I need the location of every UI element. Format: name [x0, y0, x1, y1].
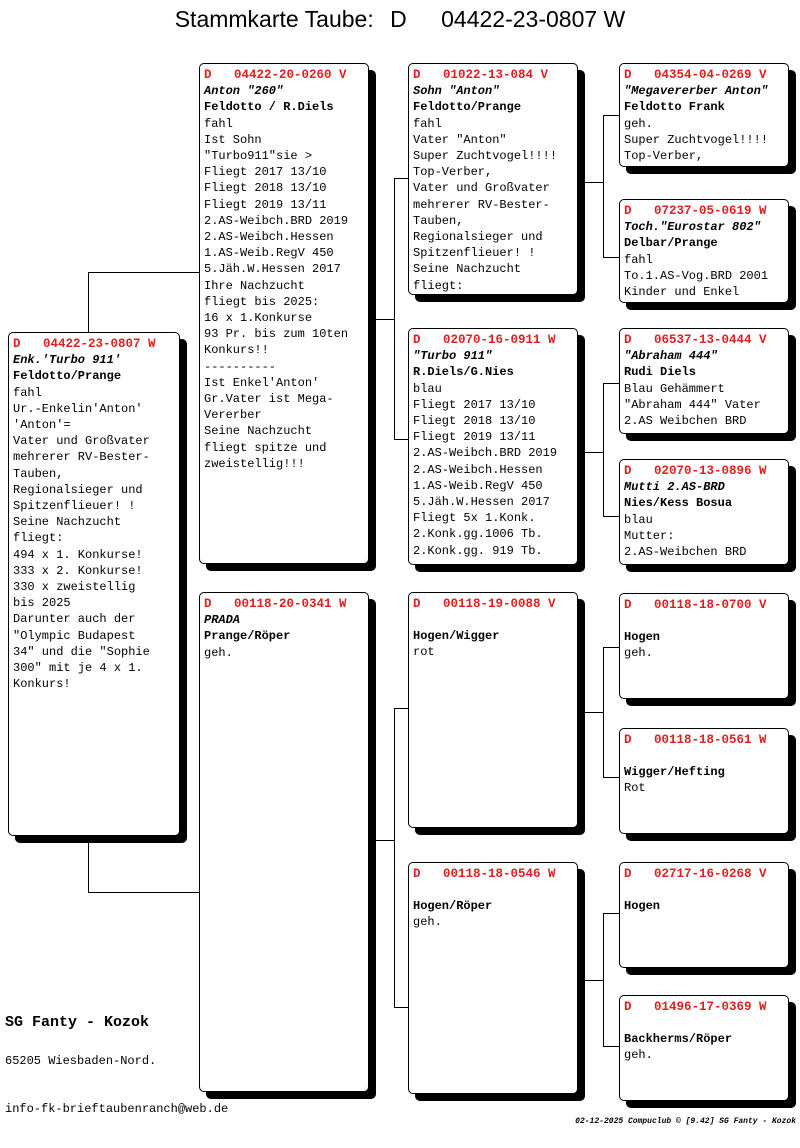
ring-number: D 04422-23-0807 W [13, 337, 156, 351]
ring-number: D 06537-13-0444 V [624, 333, 767, 347]
info-line: mehrerer RV-Bester- [13, 450, 150, 465]
owner: Hogen [624, 899, 661, 914]
connector-line [375, 840, 395, 841]
info-line: mehrerer RV-Bester- [413, 197, 550, 212]
info-line: geh. [204, 645, 233, 660]
info-line: 1.AS-Weib.RegV 450 [413, 478, 543, 493]
info-line: fliegt: [13, 531, 64, 546]
info-line: fahl [624, 252, 653, 267]
info-line: geh. [624, 116, 653, 131]
club-email[interactable]: info-fk-brieftaubenranch@web.de [5, 1102, 229, 1116]
ring-number: D 00118-20-0341 W [204, 597, 347, 611]
info-line: Fliegt 2017 13/10 [413, 397, 536, 412]
owner: Hogen/Wigger [413, 629, 500, 644]
info-line: 1.AS-Weib.RegV 450 [204, 246, 334, 261]
info-line: Super Zuchtvogel!!!! [413, 149, 558, 164]
owner: Hogen/Röper [413, 899, 493, 914]
info-line: Darunter auch der [13, 612, 136, 627]
pigeon-card-mmf [619, 862, 789, 968]
info-line: ---------- [204, 359, 277, 374]
connector-line [603, 913, 619, 914]
info-line: fliegt: [413, 278, 464, 293]
info-line: 2.AS-Weibch.BRD 2019 [204, 213, 349, 228]
info-line: Regionalsieger und [413, 230, 543, 245]
page-title [0, 6, 800, 33]
info-line: fahl [413, 116, 442, 131]
print-meta: 02-12-2025 Compuclub © [9.42] SG Fanty - Kozok [575, 1117, 796, 1126]
info-line: Vater und Großvater [13, 434, 150, 449]
connector-line [394, 1007, 408, 1008]
info-line: Spitzenflieuer! ! [13, 499, 136, 514]
info-line: Fliegt 2019 13/11 [413, 430, 536, 445]
info-line: 2.AS-Weibchen BRD [624, 545, 747, 560]
info-line: fahl [204, 116, 233, 131]
connector-line [88, 892, 200, 893]
owner: Backherms/Röper [624, 1032, 733, 1047]
connector-line [603, 647, 619, 648]
info-line: blau [413, 381, 442, 396]
ring-number: D 02717-16-0268 V [624, 867, 767, 881]
info-line: 300" mit je 4 x 1. [13, 661, 143, 676]
info-line: 34" und die "Sophie [13, 644, 150, 659]
info-line: bis 2025 [13, 596, 71, 611]
info-line: "Turbo911"sie > [204, 149, 313, 164]
info-line: Ist Sohn [204, 132, 262, 147]
owner: Feldotto/Prange [413, 100, 522, 115]
info-line: Konkurs! [13, 677, 71, 692]
pigeon-name: "Megavererber Anton" [624, 84, 769, 99]
ring-number: D 04354-04-0269 V [624, 68, 767, 82]
info-line: Ist Enkel'Anton' [204, 375, 320, 390]
connector-line [603, 257, 619, 258]
info-line: 494 x 1. Konkurse! [13, 547, 143, 562]
ring-number: D 02070-16-0911 W [413, 333, 556, 347]
pigeon-card-fff [619, 63, 789, 167]
info-line: Mutter: [624, 528, 675, 543]
info-line: 2.AS-Weibch.BRD 2019 [413, 446, 558, 461]
info-line: 5.Jäh.W.Hessen 2017 [204, 262, 341, 277]
pigeon-card-mm [408, 862, 578, 1094]
ring-number: D 00118-19-0088 V [413, 597, 556, 611]
connector-line [584, 182, 604, 183]
info-line: geh. [624, 1048, 653, 1063]
info-line: fliegt bis 2025: [204, 294, 320, 309]
info-line: Rot [624, 781, 646, 796]
owner: Feldotto / R.Diels [204, 100, 334, 115]
info-line: Fliegt 2017 13/10 [204, 165, 327, 180]
info-line: Blau Gehämmert [624, 381, 725, 396]
connector-line [584, 452, 604, 453]
info-line: zweistellig!!! [204, 456, 305, 471]
ring-number: D 00118-18-0700 V [624, 598, 767, 612]
owner: Wigger/Hefting [624, 765, 725, 780]
info-line: geh. [413, 915, 442, 930]
pigeon-card-father [199, 63, 369, 564]
connector-line [394, 708, 408, 709]
connector-line [394, 708, 395, 1008]
pigeon-name: Toch."Eurostar 802" [624, 220, 761, 235]
pigeon-name: PRADA [204, 613, 241, 628]
info-line: 'Anton'= [13, 418, 71, 433]
info-line: To.1.AS-Vog.BRD 2001 [624, 268, 769, 283]
pigeon-card-ffm [619, 199, 789, 303]
owner: Feldotto/Prange [13, 369, 122, 384]
info-line: Regionalsieger und [13, 482, 143, 497]
pigeon-card-mfm [619, 728, 789, 834]
info-line: "Olympic Budapest [13, 628, 136, 643]
info-line: Vater "Anton" [413, 132, 507, 147]
info-line: 2.AS Weibchen BRD [624, 414, 747, 429]
info-line: Seine Nachzucht [204, 424, 313, 439]
owner: Feldotto Frank [624, 100, 725, 115]
connector-line [88, 838, 89, 893]
info-line: "Abraham 444" Vater [624, 397, 761, 412]
club-name: SG Fanty - Kozok [5, 1014, 150, 1031]
info-line: Konkurs!! [204, 343, 269, 358]
connector-line [603, 516, 619, 517]
pigeon-card-mf [408, 592, 578, 828]
info-line: geh. [624, 646, 653, 661]
title-prefix: Stammkarte Taube: [174, 6, 374, 32]
pigeon-name: Enk.'Turbo 911' [13, 353, 122, 368]
pigeon-card-fmm [619, 459, 789, 565]
info-line: Ur.-Enkelin'Anton' [13, 401, 143, 416]
pigeon-card-mother [199, 592, 369, 1092]
pigeon-name: "Abraham 444" [624, 349, 718, 364]
info-line: rot [413, 645, 435, 660]
connector-line [584, 712, 604, 713]
ring-number: D 01496-17-0369 W [624, 1000, 767, 1014]
info-line: 93 Pr. bis zum 10ten [204, 327, 349, 342]
connector-line [603, 913, 604, 1047]
info-line: 2.AS-Weibch.Hessen [204, 230, 334, 245]
info-line: fahl [13, 385, 42, 400]
info-line: Fliegt 2019 13/11 [204, 197, 327, 212]
pigeon-card-fmf [619, 328, 789, 434]
info-line: fliegt spitze und [204, 440, 327, 455]
info-line: 16 x 1.Konkurse [204, 311, 313, 326]
connector-line [603, 1046, 619, 1047]
info-line: 2.Konk.gg.1006 Tb. [413, 527, 543, 542]
info-line: Tauben, [13, 466, 64, 481]
info-line: Vererber [204, 408, 262, 423]
connector-line [603, 115, 619, 116]
info-line: Fliegt 2018 13/10 [413, 414, 536, 429]
connector-line [394, 178, 408, 179]
pigeon-name: Anton "260" [204, 84, 284, 99]
club-address: 65205 Wiesbaden-Nord. [5, 1054, 157, 1068]
info-line: 2.AS-Weibch.Hessen [413, 462, 543, 477]
title-ring-number: 04422-23-0807 W [441, 6, 626, 32]
owner: Rudi Diels [624, 365, 697, 380]
info-line: Gr.Vater ist Mega- [204, 392, 334, 407]
info-line: Super Zuchtvogel!!!! [624, 132, 769, 147]
pigeon-card-mmm [619, 995, 789, 1101]
title-country: D [390, 6, 407, 32]
info-line: Fliegt 2018 13/10 [204, 181, 327, 196]
pigeon-card-subject [8, 332, 180, 836]
info-line: Vater und Großvater [413, 181, 550, 196]
connector-line [603, 777, 619, 778]
ring-number: D 00118-18-0546 W [413, 867, 556, 881]
pigeon-name: Sohn "Anton" [413, 84, 500, 99]
pigeon-card-ff [408, 63, 578, 295]
owner: Nies/Kess Bosua [624, 496, 733, 511]
pigeon-card-fm [408, 328, 578, 565]
info-line: Kinder und Enkel [624, 285, 740, 300]
pigeon-name: Mutti 2.AS-BRD [624, 480, 725, 495]
connector-line [584, 980, 604, 981]
connector-line [375, 319, 395, 320]
info-line: Ihre Nachzucht [204, 278, 305, 293]
info-line: Spitzenflieuer! ! [413, 246, 536, 261]
connector-line [603, 115, 604, 258]
owner: Delbar/Prange [624, 236, 718, 251]
info-line: Fliegt 5x 1.Konk. [413, 511, 536, 526]
info-line: Top-Verber, [624, 149, 704, 164]
connector-line [394, 439, 408, 440]
ring-number: D 07237-05-0619 W [624, 204, 767, 218]
ring-number: D 01022-13-084 V [413, 68, 549, 82]
ring-number: D 00118-18-0561 W [624, 733, 767, 747]
info-line: Tauben, [413, 213, 464, 228]
connector-line [394, 178, 395, 440]
info-line: 5.Jäh.W.Hessen 2017 [413, 495, 550, 510]
ring-number: D 04422-20-0260 V [204, 68, 347, 82]
info-line: 2.Konk.gg. 919 Tb. [413, 543, 543, 558]
connector-line [88, 272, 89, 334]
owner: Prange/Röper [204, 629, 291, 644]
owner: R.Diels/G.Nies [413, 365, 514, 380]
connector-line [603, 383, 604, 517]
pigeon-name: "Turbo 911" [413, 349, 493, 364]
connector-line [603, 647, 604, 778]
owner: Hogen [624, 630, 661, 645]
info-line: Seine Nachzucht [413, 262, 522, 277]
info-line: Seine Nachzucht [13, 515, 122, 530]
pigeon-card-mff [619, 593, 789, 699]
connector-line [603, 383, 619, 384]
info-line: Top-Verber, [413, 165, 493, 180]
info-line: 333 x 2. Konkurse! [13, 563, 143, 578]
connector-line [88, 272, 200, 273]
ring-number: D 02070-13-0896 W [624, 464, 767, 478]
info-line: blau [624, 512, 653, 527]
info-line: 330 x zweistellig [13, 580, 136, 595]
